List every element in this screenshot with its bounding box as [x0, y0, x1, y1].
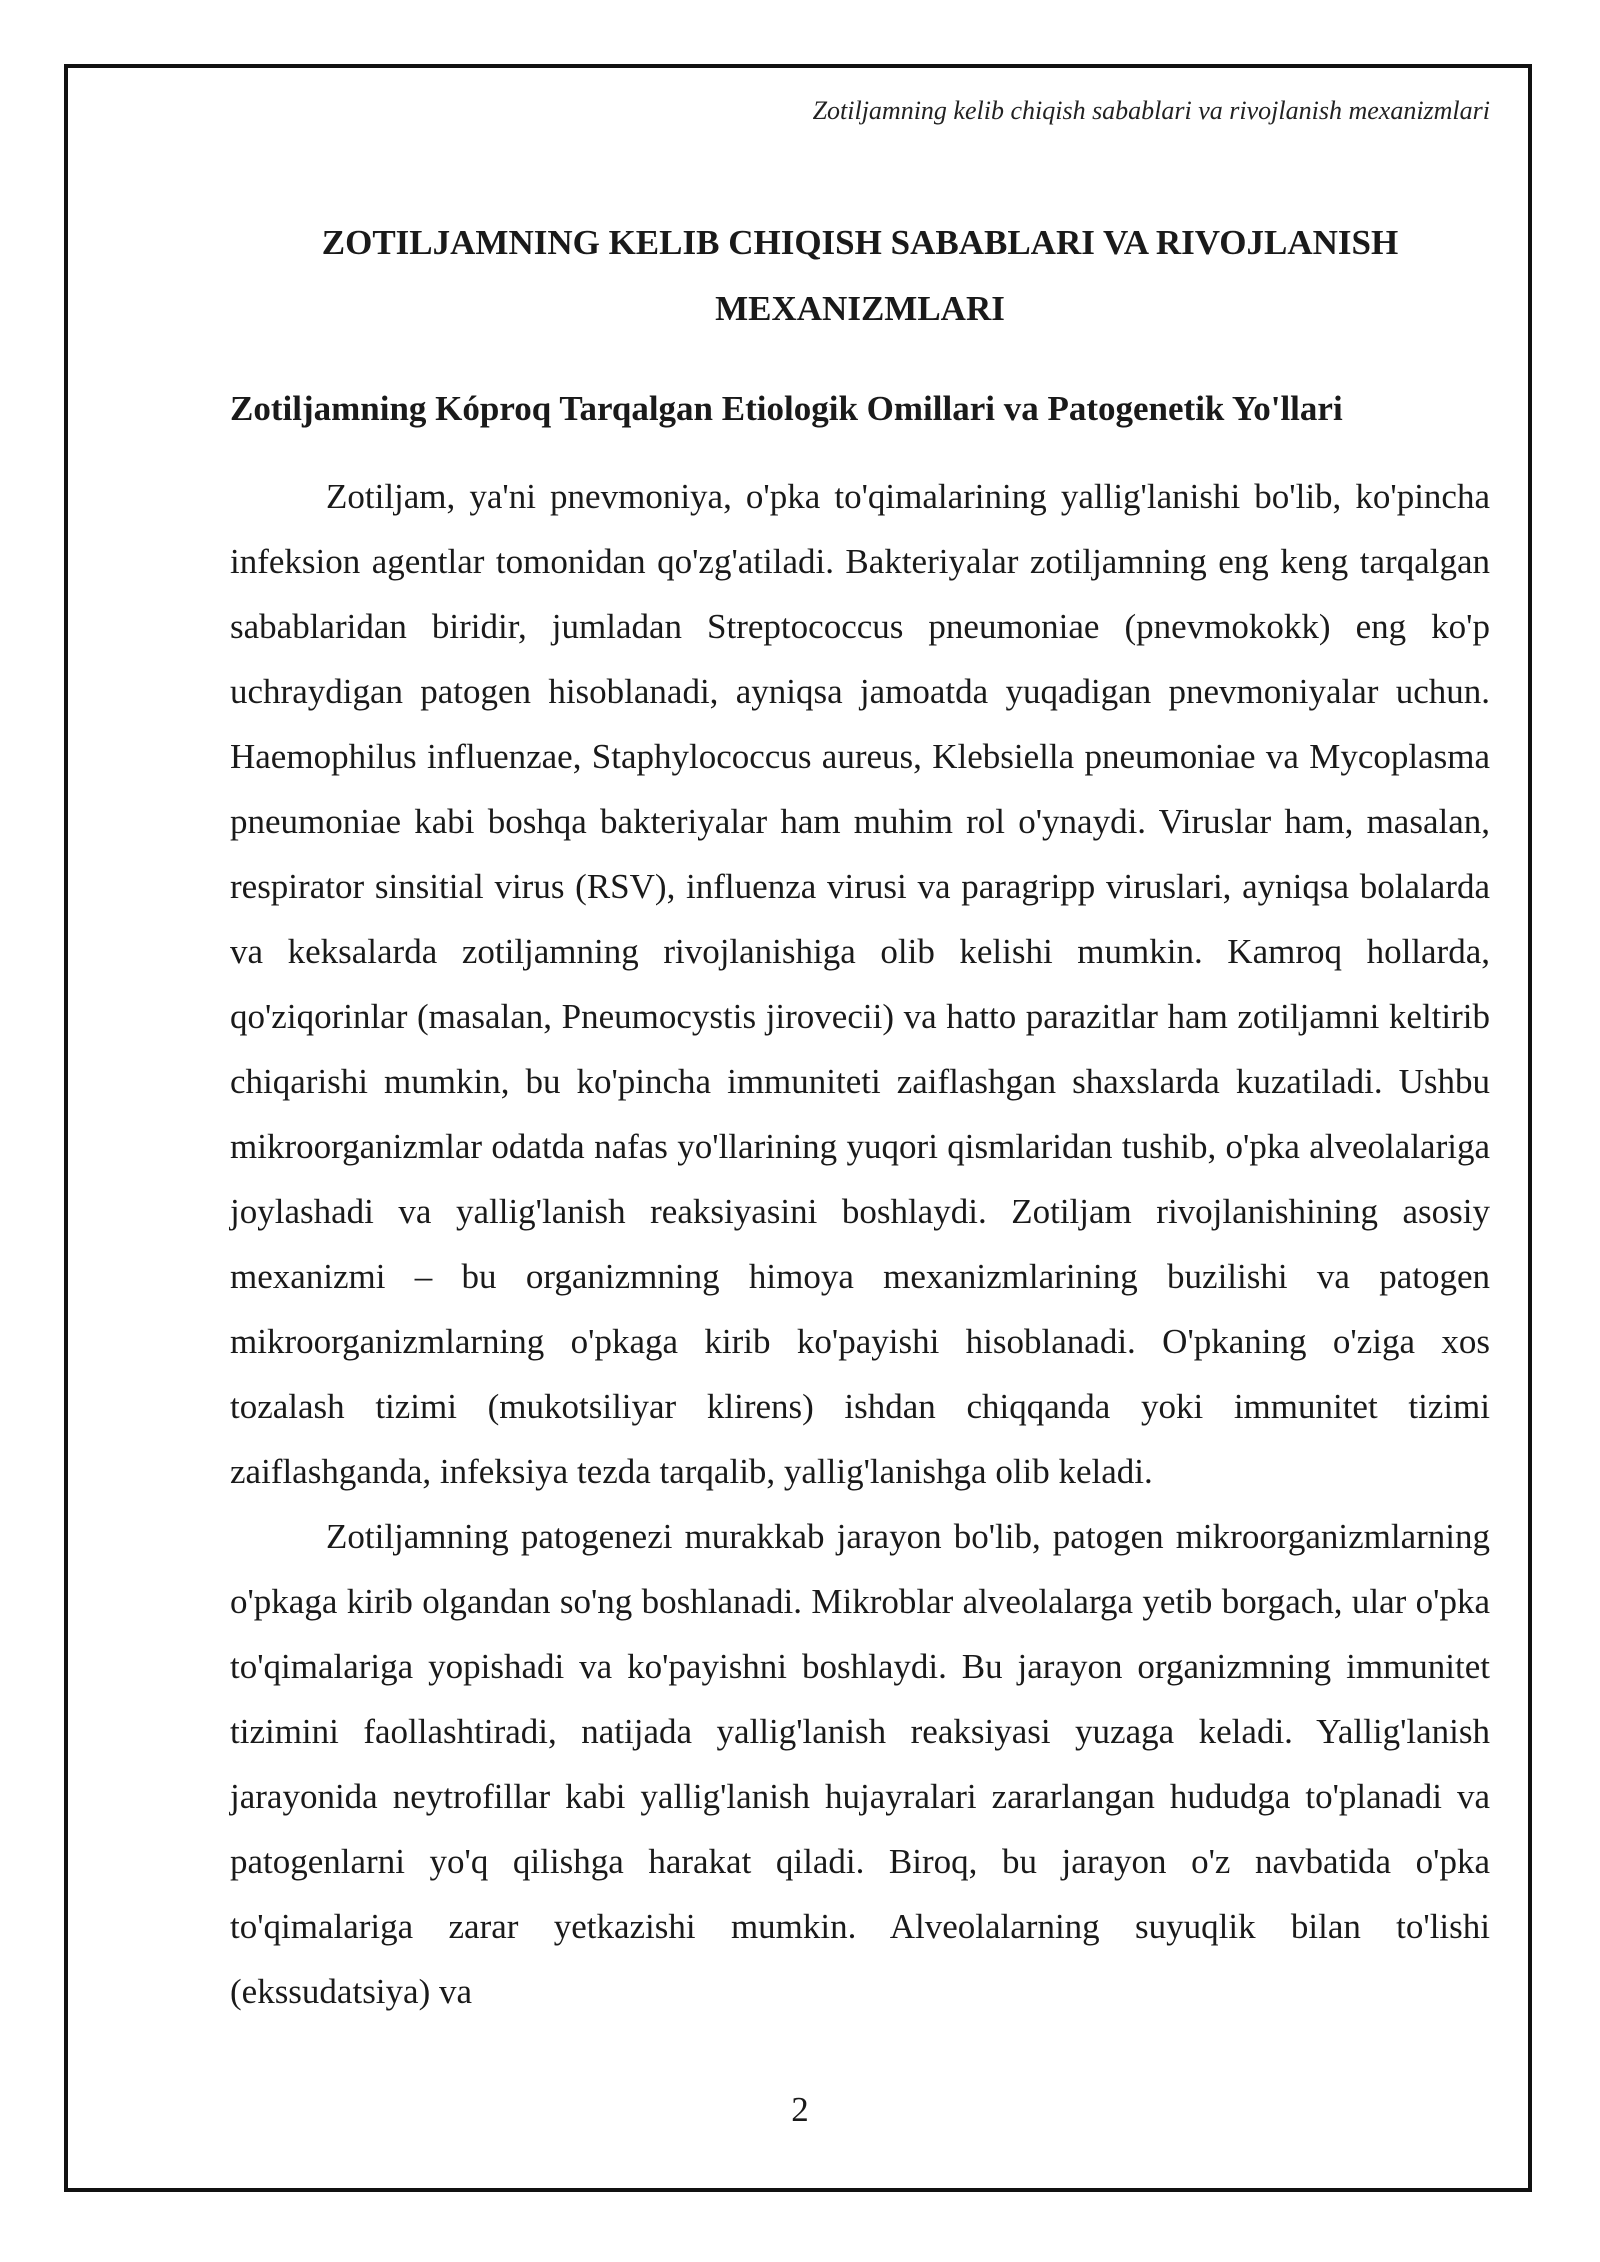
paragraph: Zotiljam, ya'ni pnevmoniya, o'pka to'qimalarining yallig'lanishi bo'lib, ko'pincha infeksion agentlar tomonidan qo'zg'atiladi. Bakteriyalar zotiljamning eng keng tarqalgan sabablaridan biridir, jumladan Streptococcus pneumoniae (pnevmokokk) eng ko'p uchraydigan patogen hisoblanadi, ayniqsa jamoatda yuqadigan pnevmoniyalar uchun. Haemophilus influenzae, Staphylococcus aureus, Klebsiella pneumoniae va Mycoplasma pneumoniae kabi boshqa bakteriyalar ham muhim rol o'ynaydi. Viruslar ham, masalan, respirator sinsitial virus (RSV), influenza virusi va paragripp viruslari, ayniqsa bolalarda va keksalarda zotiljamning rivojlanishiga olib kelishi mumkin. Kamroq hollarda, qo'ziqorinlar (masalan, Pneumocystis jirovecii) va hatto parazitlar ham zotiljamni keltirib chiqarishi mumkin, bu ko'pincha immuniteti zaiflashgan shaxslarda kuzatiladi. Ushbu mikroorganizmlar odatda nafas yo'llarining yuqori qismlaridan tushib, o'pka alveolalariga joylashadi va yallig'lanish reaksiyasini boshlaydi. Zotiljam rivojlanishining asosiy mexanizmi – bu organizmning himoya mexanizmlarining buzilishi va patogen mikroorganizmlarning o'pkaga kirib ko'payishi hisoblanadi. O'pkaning o'ziga xos tozalash tizimi (mukotsiliyar klirens) ishdan chiqqanda yoki immunitet tizimi zaiflashganda, infeksiya tezda tarqalib, yallig'lanishga olib keladi. [230, 477, 1490, 1491]
paragraph: Zotiljamning patogenezi murakkab jarayon bo'lib, patogen mikroorganizmlarning o'pkaga kirib olgandan so'ng boshlanadi. Mikroblar alveolalarga yetib borgach, ular o'pka to'qimalariga yopishadi va ko'payishni boshlaydi. Bu jarayon organizmning immunitet tizimini faollashtiradi, natijada yallig'lanish reaksiyasi yuzaga keladi. Yallig'lanish jarayonida neytrofillar kabi yallig'lanish hujayralari zararlangan hududga to'planadi va patogenlarni yo'q qilishga harakat qiladi. Biroq, bu jarayon o'z navbatida o'pka to'qimalariga zarar yetkazishi mumkin. Alveolalarning suyuqlik bilan to'lishi (ekssudatsiya) va [230, 1517, 1490, 2011]
section-heading: Zotiljamning Kóproq Tarqalgan Etiologik Omillari va Patogenetik Yo'llari [230, 389, 1343, 428]
body-text [230, 464, 1490, 2024]
page-number: 2 [791, 2090, 809, 2129]
running-header: Zotiljamning kelib chiqish sabablari va rivojlanish mexanizmlari [812, 96, 1490, 125]
document-title: ZOTILJAMNING KELIB CHIQISH SABABLARI VA RIVOJLANISH MEXANIZMLARI [321, 223, 1399, 328]
